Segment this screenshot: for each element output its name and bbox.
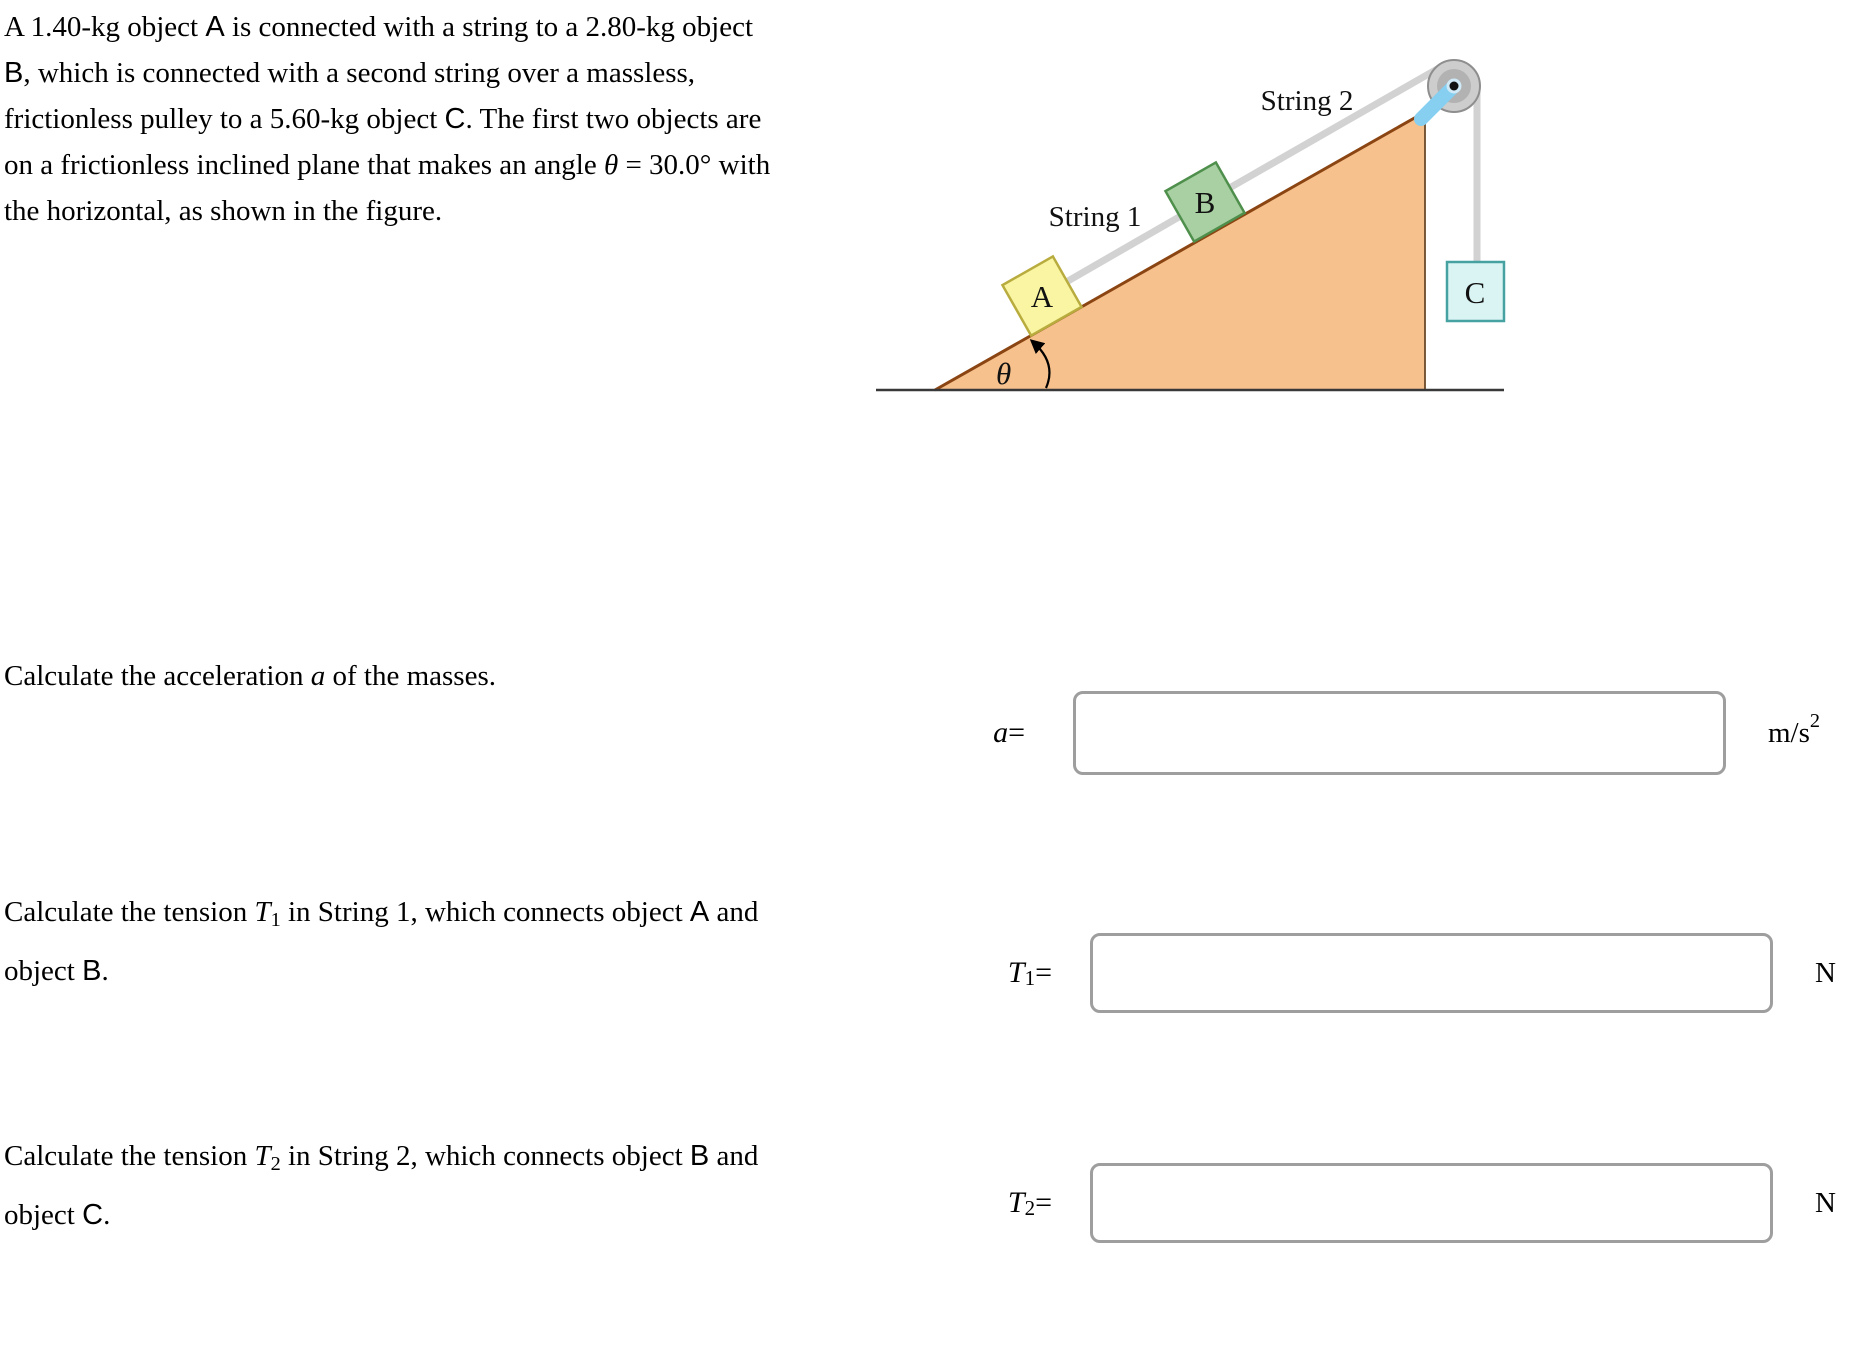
block-c-label: C (1464, 275, 1486, 310)
tension1-unit: N (1815, 956, 1836, 989)
tension1-label: T 1 = (1007, 956, 1052, 990)
tension2-unit: N (1815, 1186, 1836, 1219)
tension1-input[interactable] (1090, 933, 1773, 1013)
acceleration-label: a = (993, 716, 1025, 749)
string-2-label: String 2 (1260, 85, 1354, 117)
question-acceleration-prompt: Calculate the acceleration a of the masses. (4, 660, 496, 692)
problem-statement: A 1.40-kg object A is connected with a string to a 2.80-kg object B, which is connected with a second string over a massless, frictionless pulley to a 5.60-kg object C. The first two objects are on a frictionless inclined plane that makes an angle θ = 30.0° with the horizontal, as shown in the figure. (4, 11, 771, 227)
incline-figure (860, 0, 1853, 480)
acceleration-unit: m/s 2 (1768, 710, 1821, 749)
tension2-label: T 2 = (1007, 1186, 1052, 1220)
string-1-label: String 1 (1048, 201, 1142, 233)
pulley-axle-dot (1450, 82, 1459, 91)
question-tension2-prompt: Calculate the tension T2 in String 2, which connects object B and object C. (4, 1140, 759, 1231)
acceleration-input[interactable] (1073, 691, 1726, 775)
theta-label: θ (996, 356, 1012, 391)
block-b-label: B (1194, 185, 1216, 220)
tension2-input[interactable] (1090, 1163, 1773, 1243)
question-tension1-prompt: Calculate the tension T1 in String 1, which connects object A and object B. (4, 896, 759, 987)
block-a-label: A (1030, 279, 1054, 314)
